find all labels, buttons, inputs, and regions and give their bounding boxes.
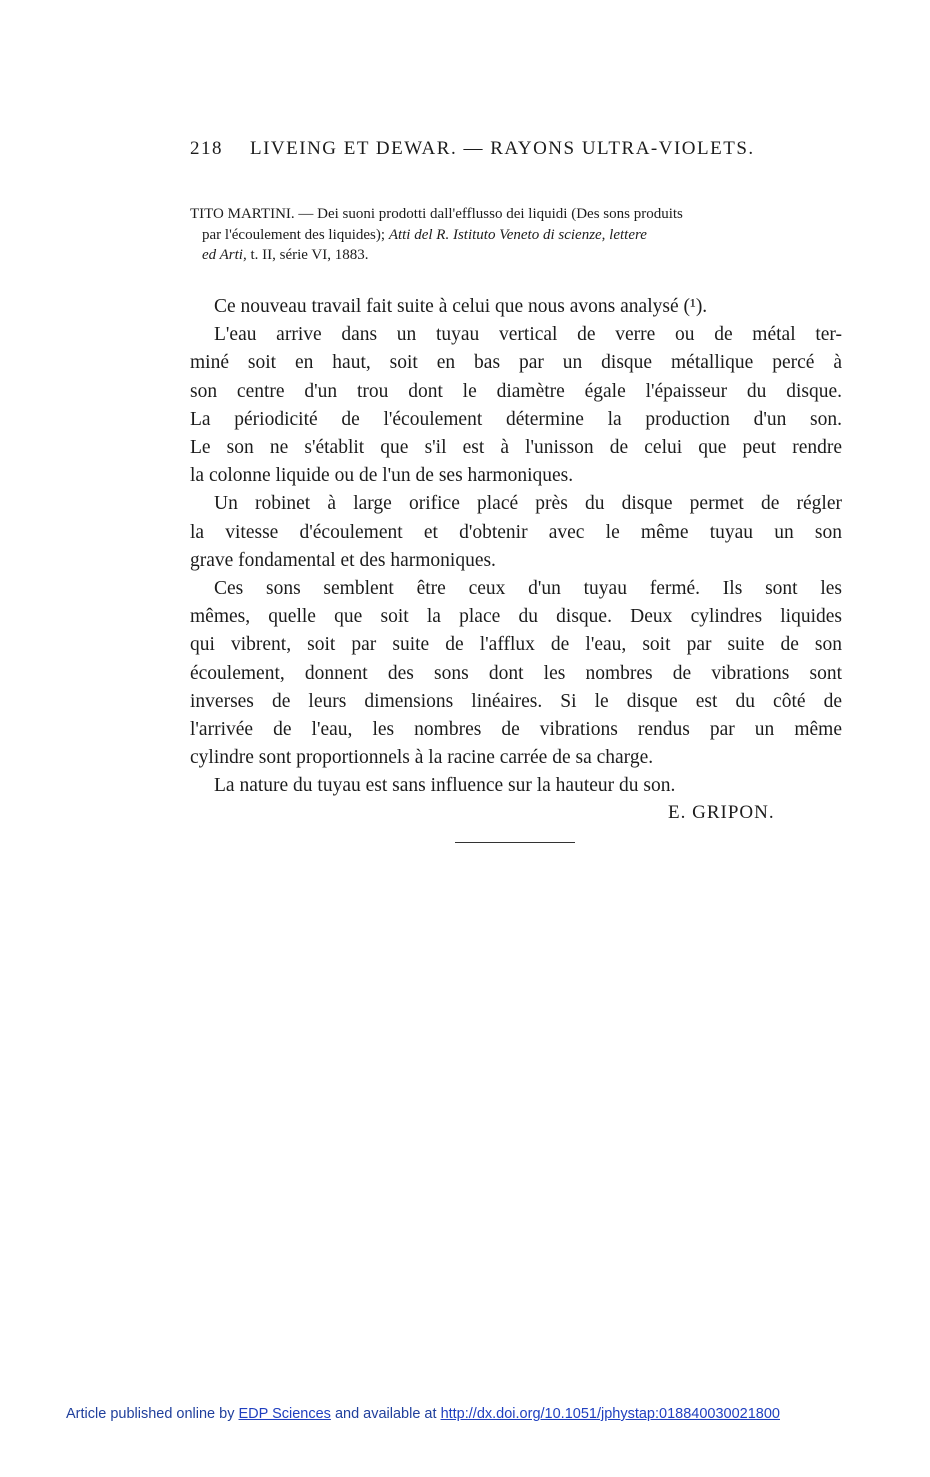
- footer-middle: and available at: [330, 1406, 441, 1422]
- paragraph-line: La périodicité de l'écoulement détermine la production d'un son.: [190, 408, 842, 430]
- paragraph-line: Ce nouveau travail fait suite à celui que nous avons analysé (¹).: [214, 296, 708, 317]
- paragraph-line: Ces sons semblent être ceux d'un tuyau fermé. Ils sont les: [214, 578, 842, 600]
- paragraph-line: Le son ne s'établit que s'il est à l'unisson de celui que peut rendre: [190, 437, 842, 459]
- paragraph-line: La nature du tuyau est sans influence sur la hauteur du son.: [214, 775, 676, 797]
- paragraph-line: écoulement, donnent des sons dont les nombres de vibrations sont: [190, 662, 842, 684]
- section-divider: [455, 842, 575, 843]
- article-body: [190, 293, 842, 801]
- paragraph-line: inverses de leurs dimensions linéaires. Si le disque est du côté de: [190, 690, 842, 712]
- paragraph-line: la vitesse d'écoulement et d'obtenir avec le même tuyau un son: [190, 521, 842, 543]
- paragraph-5: [190, 772, 842, 800]
- reference-line-1: TITO MARTINI. — Dei suoni prodotti dall'efflusso dei liquidi (Des sons produits: [190, 206, 683, 222]
- paragraph-line: la colonne liquide ou de l'un de ses harmoniques.: [190, 465, 574, 487]
- paragraph-line: l'arrivée de l'eau, les nombres de vibrations rendus par un même: [190, 719, 842, 741]
- bibliographic-reference: [190, 204, 842, 266]
- paragraph-line: cylindre sont proportionnels à la racine carrée de sa charge.: [190, 747, 654, 769]
- paragraph-4: [190, 575, 842, 772]
- paragraph-line: miné soit en haut, soit en bas par un disque métallique percé à: [190, 352, 842, 374]
- reference-volume: t. II, série VI, 1883.: [250, 247, 369, 263]
- running-title: LIVEING ET DEWAR. — RAYONS ULTRA-VIOLETS.: [250, 138, 755, 159]
- paragraph-line: qui vibrent, soit par suite de l'afflux de l'eau, soit par suite de son: [190, 634, 842, 656]
- paragraph-line: Un robinet à large orifice placé près du disque permet de régler: [214, 493, 842, 515]
- reference-line-2-text: par l'écoulement des liquides);: [202, 226, 386, 243]
- paragraph-1: [190, 293, 842, 321]
- paragraph-3: [190, 490, 842, 575]
- paragraph-line: son centre d'un trou dont le diamètre égale l'épaisseur du disque.: [190, 380, 842, 402]
- footer-prefix: Article published online by: [66, 1406, 239, 1422]
- journal-title-end: ed Arti,: [202, 247, 247, 263]
- doi-link[interactable]: http://dx.doi.org/10.1051/jphystap:018840030021800: [440, 1406, 780, 1422]
- reference-line-3: [190, 245, 842, 266]
- journal-title: Atti del R. Istituto Veneto di scienze, lettere: [388, 226, 647, 243]
- paragraph-2: [190, 321, 842, 490]
- page-number: 218: [190, 138, 223, 159]
- paragraph-line: mêmes, quelle que soit la place du disque. Deux cylindres liquides: [190, 606, 842, 628]
- running-header: [190, 138, 780, 168]
- publisher-link[interactable]: EDP Sciences: [238, 1406, 331, 1422]
- publication-footer: [66, 1406, 780, 1422]
- paragraph-line: grave fondamental et des harmoniques.: [190, 549, 496, 571]
- paragraph-line: L'eau arrive dans un tuyau vertical de verre ou de métal ter-: [214, 324, 842, 346]
- author-signature: E. GRIPON.: [668, 802, 775, 823]
- reference-line-2: [190, 225, 842, 246]
